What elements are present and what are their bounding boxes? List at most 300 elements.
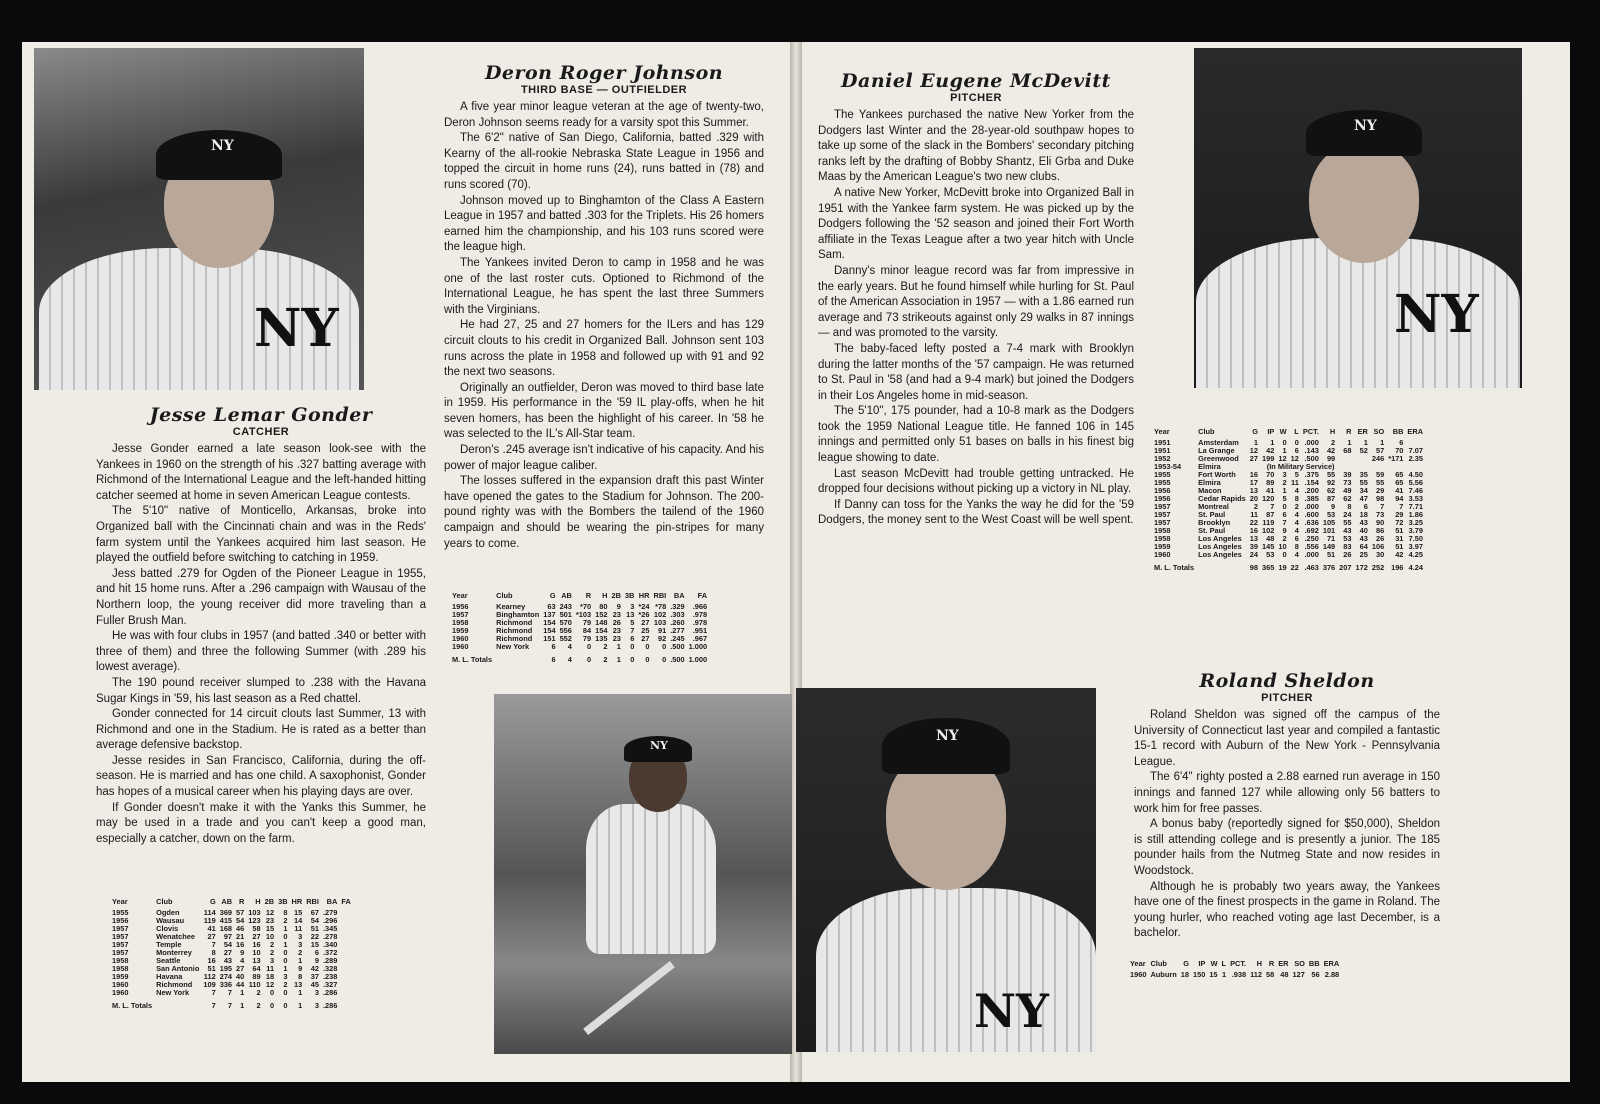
table-cell: 22 xyxy=(310,932,319,941)
table-row xyxy=(1152,471,1425,479)
table-cell: 7.71 xyxy=(1408,502,1424,511)
table-cell: 48 xyxy=(1266,534,1275,543)
column-header: BA xyxy=(673,591,685,600)
table-cell: 62 xyxy=(1343,494,1352,503)
table-cell: 114 xyxy=(203,908,216,917)
table-cell: 58 xyxy=(1266,970,1275,979)
table-cell: 14 xyxy=(293,916,303,925)
table-cell: Elmira xyxy=(1198,462,1221,471)
table-cell: Los Angeles xyxy=(1198,542,1242,551)
table-cell: 8 xyxy=(283,908,288,917)
table-cell: .250 xyxy=(1304,534,1319,543)
table-cell: 149 xyxy=(1322,542,1336,551)
column-header: G xyxy=(1252,427,1258,436)
table-cell: 1957 xyxy=(1154,510,1171,519)
table-cell: 65 xyxy=(1395,478,1404,487)
table-cell: 48 xyxy=(1280,970,1289,979)
stats-table xyxy=(1152,428,1425,572)
table-cell: 27 xyxy=(236,964,245,973)
table-cell: M. L. Totals xyxy=(1154,563,1195,572)
column-header: R xyxy=(238,897,245,906)
table-cell: 1 xyxy=(283,964,288,973)
table-cell: Greenwood xyxy=(1198,454,1239,463)
table-cell: 2 xyxy=(1294,502,1299,511)
table-cell: 83 xyxy=(1343,542,1352,551)
table-cell: 54 xyxy=(236,916,245,925)
table-cell: 27 xyxy=(207,932,216,941)
table-cell: 1958 xyxy=(112,964,129,973)
table-cell: 18 xyxy=(265,972,275,981)
table-cell: 0 xyxy=(630,642,635,651)
table-cell: 4 xyxy=(567,655,572,664)
table-cell: Macon xyxy=(1198,486,1222,495)
table-cell: Richmond xyxy=(496,626,533,635)
table-cell: 9 xyxy=(298,964,303,973)
table-cell: 110 xyxy=(248,980,261,989)
table-cell: 243 xyxy=(559,602,572,611)
table-cell xyxy=(339,925,352,933)
table-cell: 172 xyxy=(1355,563,1368,572)
table-cell: 1958 xyxy=(1154,534,1171,543)
table-cell: 3 xyxy=(269,956,275,965)
table-cell: .154 xyxy=(1304,478,1319,487)
table-cell: 0 xyxy=(1294,438,1299,447)
table-cell: 42 xyxy=(310,964,319,973)
table-cell: 102 xyxy=(1262,526,1275,535)
sheldon-stats xyxy=(1128,960,1458,979)
table-cell: 2 xyxy=(603,655,608,664)
table-cell: 87 xyxy=(1266,510,1275,519)
table-cell: 2 xyxy=(283,916,288,925)
column-header: FA xyxy=(697,591,708,600)
table-cell: 3.79 xyxy=(1408,526,1424,535)
table-cell: 43 xyxy=(1343,526,1352,535)
table-cell: 57 xyxy=(236,908,245,917)
table-cell: .279 xyxy=(322,908,338,917)
column-header: AB xyxy=(221,897,233,906)
table-cell: 112 xyxy=(203,972,216,981)
table-cell: 1 xyxy=(283,940,288,949)
column-header: ER xyxy=(1357,427,1368,436)
table-cell: 51 xyxy=(310,924,319,933)
table-cell: 5 xyxy=(1282,494,1287,503)
table-cell: .200 xyxy=(1304,486,1319,495)
table-cell: 12 xyxy=(1249,446,1258,455)
table-cell: 274 xyxy=(219,972,233,981)
table-cell: 1.000 xyxy=(688,655,708,664)
table-cell: 25 xyxy=(641,626,650,635)
table-cell: 1956 xyxy=(1154,486,1171,495)
table-cell: 154 xyxy=(543,626,556,635)
bio-paragraph: Gonder connected for 14 circuit clouts last Summer, 13 with Richmond and one in the Stadium. He is rated as a better than average defensive backstop. xyxy=(96,708,426,752)
table-cell: 2.35 xyxy=(1408,454,1424,463)
table-cell: 47 xyxy=(1359,494,1368,503)
table-cell: Richmond xyxy=(496,634,533,643)
table-cell: 1955 xyxy=(1154,470,1171,479)
table-cell: .966 xyxy=(692,602,708,611)
table-cell: .692 xyxy=(1304,526,1319,535)
table-cell: 105 xyxy=(1322,518,1336,527)
column-header: Year xyxy=(1130,959,1146,968)
johnson-stats xyxy=(450,592,770,664)
stats-table xyxy=(110,898,353,1010)
table-cell: 2 xyxy=(256,988,261,997)
player-name: Deron Roger Johnson xyxy=(484,62,724,84)
totals-row xyxy=(450,651,709,664)
column-header: Year xyxy=(1154,427,1170,436)
column-header: Club xyxy=(156,897,173,906)
sheldon-article xyxy=(1134,670,1440,942)
table-cell: 11 xyxy=(1250,510,1258,519)
table-cell: 207 xyxy=(1339,563,1352,572)
table-cell: 2 xyxy=(256,1001,261,1010)
table-cell: 24 xyxy=(1343,510,1352,519)
table-cell: 6 xyxy=(1282,510,1287,519)
table-row xyxy=(1152,535,1425,543)
table-cell: 2 xyxy=(298,948,303,957)
table-cell: 44 xyxy=(236,980,245,989)
table-cell: .245 xyxy=(670,634,685,643)
table-cell: 11 xyxy=(294,924,303,933)
table-cell: Brooklyn xyxy=(1198,518,1231,527)
table-cell: 1956 xyxy=(112,916,129,925)
bio-paragraph: Last season McDevitt had trouble getting untracked. He dropped four decisions without picking up a victory in NL play. xyxy=(818,467,1134,496)
table-cell: .303 xyxy=(670,610,685,619)
table-cell: 3.53 xyxy=(1408,494,1424,503)
table-cell: 37 xyxy=(310,972,319,981)
table-cell: 0 xyxy=(645,655,650,664)
bio-paragraph: A bonus baby (reportedly signed for $50,000), Sheldon is still attending college and is presently a junior. The 185 pounder hails from the Nutmeg State and now resides in Woodstock. xyxy=(1134,818,1440,877)
table-cell: 30 xyxy=(1375,550,1385,559)
table-cell: 98 xyxy=(1249,563,1258,572)
table-cell: 39 xyxy=(1249,542,1258,551)
table-row xyxy=(1152,487,1425,495)
table-cell: 55 xyxy=(1326,470,1336,479)
table-cell xyxy=(339,989,352,997)
table-cell: Monterrey xyxy=(156,948,192,957)
table-cell: .238 xyxy=(322,972,338,981)
player-position: PITCHER xyxy=(1261,692,1313,704)
table-cell: 89 xyxy=(252,972,261,981)
table-cell: 27 xyxy=(223,948,233,957)
table-cell: 7 xyxy=(1399,502,1404,511)
table-cell: 7 xyxy=(1270,502,1275,511)
table-cell: 41 xyxy=(1266,486,1275,495)
table-cell: 79 xyxy=(582,634,592,643)
column-header: BB xyxy=(1308,959,1320,968)
table-cell: .978 xyxy=(692,610,708,619)
table-cell: 6 xyxy=(551,655,556,664)
table-cell: 6 xyxy=(1294,446,1299,455)
table-cell: 119 xyxy=(1262,518,1275,527)
bio-paragraph: The baby-faced lefty posted a 7-4 mark with Brooklyn during the latter months of the '57 campaign. He was returned to St. Paul in '58 (and had a 9-4 mark) but joined the Dodgers in their Los Angeles home in mid-season. xyxy=(818,342,1134,402)
player-position: CATCHER xyxy=(232,426,290,438)
table-cell: 556 xyxy=(559,626,572,635)
table-cell: 1 xyxy=(616,655,621,664)
table-row xyxy=(1152,439,1425,447)
player-name: Jesse Lemar Gonder xyxy=(149,404,373,426)
table-cell: M. L. Totals xyxy=(452,655,493,664)
table-cell: 9 xyxy=(1331,502,1336,511)
column-header: L xyxy=(1221,959,1227,968)
table-cell: 6 xyxy=(314,948,319,957)
table-cell: Cedar Rapids xyxy=(1198,494,1246,503)
bio-paragraph: Originally an outfielder, Deron was moved to third base late in 1959. His performance in the '59 IL play-offs, when he hit seven homers, has been the highlight of his career. In '58 he was selected to the IL's All-Star team. xyxy=(444,381,764,441)
table-cell: 109 xyxy=(203,980,216,989)
table-cell: 41 xyxy=(207,924,216,933)
table-cell: 13 xyxy=(252,956,261,965)
table-cell: 154 xyxy=(543,618,556,627)
table-cell: 9 xyxy=(314,956,319,965)
table-cell: 26 xyxy=(1375,534,1385,543)
table-cell: 92 xyxy=(1326,478,1336,487)
table-cell: 21 xyxy=(236,932,245,941)
table-cell: 369 xyxy=(219,908,233,917)
table-cell: 43 xyxy=(1359,518,1368,527)
table-cell: 199 xyxy=(1262,454,1275,463)
table-cell: 2 xyxy=(1282,534,1287,543)
table-cell: 1955 xyxy=(1154,478,1171,487)
table-cell: 42 xyxy=(1326,446,1336,455)
table-cell: 27 xyxy=(641,634,650,643)
table-cell: 29 xyxy=(1395,510,1404,519)
table-cell: Elmira xyxy=(1198,478,1221,487)
table-cell: .375 xyxy=(1304,470,1319,479)
table-cell: 1956 xyxy=(1154,494,1171,503)
table-cell: 68 xyxy=(1343,446,1352,455)
table-cell: 101 xyxy=(1322,526,1336,535)
table-cell: 52 xyxy=(1359,446,1368,455)
table-cell: 127 xyxy=(1292,970,1305,979)
table-cell: Binghamton xyxy=(496,610,540,619)
table-cell: 16 xyxy=(236,940,245,949)
table-cell: 7.07 xyxy=(1408,446,1424,455)
table-cell: 0 xyxy=(662,642,667,651)
bio-paragraph: The 5'10" native of Monticello, Arkansas, broke into Organized ball with the Cincinnati chain and was in the Reds' farm system until the Yankees acquired him last season. He played the outfield before switching to catching in 1959. xyxy=(96,505,426,565)
table-cell: 46 xyxy=(236,924,245,933)
table-cell: 1 xyxy=(1363,438,1368,447)
table-cell: 195 xyxy=(219,964,233,973)
column-header: G xyxy=(1183,959,1189,968)
bio-paragraph: Although he is probably two years away, the Yankees have one of the finest prospects in the game in Roland. The young hurler, who reached voting age last December, is a bachelor. xyxy=(1134,880,1440,940)
table-cell: 9 xyxy=(240,948,245,957)
table-cell xyxy=(339,973,352,981)
table-row xyxy=(1152,519,1425,527)
table-cell: 7 xyxy=(1380,502,1385,511)
table-cell: *171 xyxy=(1388,454,1404,463)
column-header: PCT. xyxy=(1230,959,1247,968)
table-row xyxy=(1152,503,1425,511)
bio-paragraph: The Yankees invited Deron to camp in 1958 and he was one of the last roster cuts. Optioned to Richmond of the International League, he has spent the last three Summers with the Virginians. xyxy=(444,256,764,316)
table-cell: 56 xyxy=(1311,970,1320,979)
column-header: RBI xyxy=(306,897,319,906)
table-cell: 42 xyxy=(1395,550,1404,559)
table-cell: 5.56 xyxy=(1408,478,1424,487)
table-cell: 246 xyxy=(1371,454,1385,463)
table-cell: 73 xyxy=(1343,478,1352,487)
bio-paragraph: Johnson moved up to Binghamton of the Class A Eastern League in 1957 and batted .303 for the Triplets. His 26 homers earned him the championship, and his 103 runs scored were the league high. xyxy=(444,194,764,254)
table-cell: 54 xyxy=(223,940,233,949)
table-cell: 1959 xyxy=(452,626,469,635)
table-cell: 58 xyxy=(252,924,261,933)
table-cell: 5 xyxy=(1294,470,1299,479)
table-cell: 3.97 xyxy=(1408,542,1424,551)
table-cell: .328 xyxy=(322,964,338,973)
table-cell: 168 xyxy=(219,924,233,933)
table-cell: 35 xyxy=(1359,470,1368,479)
table-cell: 8 xyxy=(1347,502,1352,511)
table-cell: 4 xyxy=(1294,518,1299,527)
table-cell: 0 xyxy=(283,932,288,941)
table-cell: 1 xyxy=(1221,970,1227,979)
table-cell: 91 xyxy=(657,626,667,635)
table-cell: .296 xyxy=(322,916,338,925)
column-header: HR xyxy=(291,897,303,906)
column-header: Club xyxy=(1198,427,1215,436)
cap-logo: NY xyxy=(936,728,959,744)
table-cell: 53 xyxy=(1343,534,1352,543)
table-cell: 98 xyxy=(1375,494,1385,503)
table-cell: 40 xyxy=(1359,526,1368,535)
table-cell: .329 xyxy=(670,602,685,611)
column-header: 3B xyxy=(624,591,635,600)
table-cell: 12 xyxy=(265,908,275,917)
table-cell: .327 xyxy=(322,980,338,989)
table-cell: 103 xyxy=(248,908,261,917)
table-cell: 0 xyxy=(283,956,288,965)
table-cell: .463 xyxy=(1304,563,1319,572)
column-header: Club xyxy=(1150,959,1167,968)
table-cell: 376 xyxy=(1322,563,1336,572)
table-cell: 0 xyxy=(283,948,288,957)
column-header: H xyxy=(255,897,261,906)
bio-paragraph: If Gonder doesn't make it with the Yanks this Summer, he may be used in a trade and you can't keep a good man, especially a catcher, down on the farm. xyxy=(96,801,426,845)
table-cell: 27 xyxy=(252,932,261,941)
table-cell: *78 xyxy=(655,602,667,611)
table-cell: New York xyxy=(496,642,530,651)
mcdevitt-article xyxy=(818,70,1134,529)
column-header: Year xyxy=(452,591,468,600)
table-cell: 2 xyxy=(1331,438,1336,447)
player-bio xyxy=(96,442,426,847)
table-cell xyxy=(339,965,352,973)
table-row xyxy=(1152,527,1425,535)
bio-paragraph: He was with four clubs in 1957 (and batted .340 or better with three of them) and three the following Summer (with .289 his lowest average). xyxy=(96,630,426,674)
table-cell: 4 xyxy=(1294,526,1299,535)
table-cell: 1.000 xyxy=(688,642,708,651)
table-cell: 2 xyxy=(603,642,608,651)
table-cell: .600 xyxy=(1304,510,1319,519)
table-cell: 42 xyxy=(1266,446,1275,455)
column-header: SO xyxy=(1373,427,1385,436)
table-cell: 18 xyxy=(1180,970,1189,979)
table-cell: 64 xyxy=(1359,542,1368,551)
table-cell: 0 xyxy=(269,1001,275,1010)
table-cell: .500 xyxy=(670,655,685,664)
table-cell: 7 xyxy=(1282,518,1287,527)
table-cell: 70 xyxy=(1395,446,1404,455)
table-cell: .260 xyxy=(670,618,685,627)
table-cell: 7.50 xyxy=(1408,534,1424,543)
table-cell: Kearney xyxy=(496,602,526,611)
table-cell: 1956 xyxy=(452,602,469,611)
table-cell: .289 xyxy=(322,956,338,965)
table-cell: 1957 xyxy=(112,932,129,941)
cap-logo: NY xyxy=(650,739,668,752)
table-cell: .000 xyxy=(1304,438,1319,447)
column-header: RBI xyxy=(653,591,667,600)
column-header: 2B xyxy=(264,897,275,906)
table-cell: 97 xyxy=(223,932,233,941)
table-cell: 152 xyxy=(595,610,608,619)
table-cell: 34 xyxy=(1359,486,1368,495)
table-cell: 4 xyxy=(240,956,245,965)
table-cell xyxy=(494,651,541,664)
table-cell: 8 xyxy=(1294,542,1299,551)
table-cell: 15 xyxy=(1209,970,1218,979)
table-cell: 4 xyxy=(1294,550,1299,559)
table-cell: 1957 xyxy=(112,948,129,957)
table-cell: 51 xyxy=(1395,526,1404,535)
bio-paragraph: A five year minor league veteran at the age of twenty-two, Deron Johnson seems ready for a varsity spot this Summer. xyxy=(444,101,764,129)
table-cell: 23 xyxy=(612,634,621,643)
table-cell: .143 xyxy=(1304,446,1319,455)
table-cell: 10 xyxy=(252,948,261,957)
table-cell: 55 xyxy=(1375,478,1385,487)
table-cell: La Grange xyxy=(1198,446,1235,455)
table-cell: 0 xyxy=(1282,550,1287,559)
column-header: W xyxy=(1279,427,1287,436)
column-header: W xyxy=(1210,959,1218,968)
johnson-article xyxy=(444,62,764,552)
table-cell: 53 xyxy=(1266,550,1275,559)
table-cell: 6 xyxy=(1399,438,1404,447)
table-cell: 3.25 xyxy=(1408,518,1424,527)
bio-paragraph: If Danny can toss for the Yanks the way he did for the '59 Dodgers, the money sent to the West Coast will be well spent. xyxy=(818,498,1134,527)
column-header: H xyxy=(1256,959,1263,968)
table-cell: 71 xyxy=(1326,534,1336,543)
table-cell xyxy=(339,957,352,965)
table-cell: Fort Worth xyxy=(1198,470,1236,479)
column-header: Year xyxy=(112,897,128,906)
table-cell: 7 xyxy=(211,940,216,949)
column-header: PCT. xyxy=(1302,427,1319,436)
table-cell: 1952 xyxy=(1154,454,1171,463)
table-cell: 11 xyxy=(1291,478,1299,487)
table-cell: .286 xyxy=(322,988,338,997)
table-cell: (In Military Service) xyxy=(1266,462,1335,471)
table-cell: 64 xyxy=(252,964,261,973)
table-cell: 151 xyxy=(543,634,556,643)
table-cell: 148 xyxy=(595,618,608,627)
table-cell: 112 xyxy=(1250,970,1263,979)
table-cell: 43 xyxy=(223,956,233,965)
table-cell: 27 xyxy=(1249,454,1258,463)
table-cell: .000 xyxy=(1304,502,1319,511)
table-cell: *70 xyxy=(580,602,592,611)
table-cell xyxy=(339,949,352,957)
table-cell: 4.24 xyxy=(1408,563,1424,572)
column-header: BA xyxy=(326,897,338,906)
table-cell: 12 xyxy=(265,980,275,989)
table-cell: 26 xyxy=(612,618,621,627)
column-header: H xyxy=(602,591,608,600)
table-cell: 19 xyxy=(1278,563,1287,572)
player-position: PITCHER xyxy=(950,92,1002,104)
table-cell: 13 xyxy=(626,610,635,619)
mcdevitt-stats xyxy=(1152,428,1492,572)
table-cell: 1957 xyxy=(112,940,129,949)
